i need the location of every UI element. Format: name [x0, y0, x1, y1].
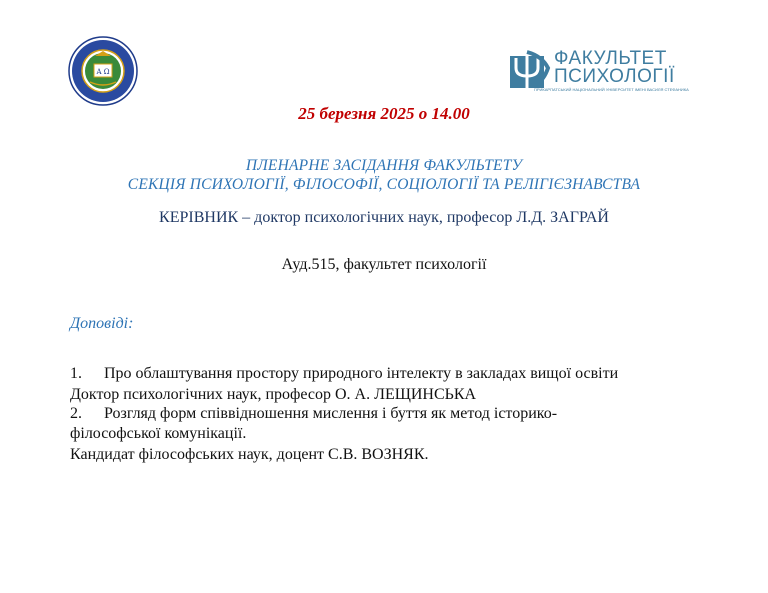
report-speaker-2: Кандидат філософських наук, доцент С.В. ВОЗНЯК.	[70, 446, 429, 463]
faculty-logo	[508, 48, 708, 98]
logo-line2: ПСИХОЛОГІЇ	[554, 66, 675, 87]
psi-letter-icon	[508, 48, 552, 90]
report-item-1	[70, 365, 618, 383]
report-item-2	[70, 405, 557, 423]
session-title-line2: СЕКЦІЯ ПСИХОЛОГІЇ, ФІЛОСОФІЇ, СОЦІОЛОГІЇ ТА РЕЛІГІЄЗНАВСТВА	[127, 176, 641, 193]
logo-line1: ФАКУЛЬТЕТ	[554, 48, 667, 69]
report-number: 2.	[70, 405, 82, 422]
logo-line3: ПРИКАРПАТСЬКИЙ НАЦІОНАЛЬНИЙ УНІВЕРСИТЕТ ІМЕНІ ВАСИЛЯ СТЕФАНИКА	[534, 87, 689, 92]
report-title-cont: філософської комунікації.	[70, 425, 247, 442]
report-title: Про облаштування простору природного інтелекту в закладах вищої освіти	[104, 365, 619, 382]
reports-heading: Доповіді:	[70, 315, 134, 332]
report-number: 1.	[70, 365, 82, 382]
session-leader: КЕРІВНИК – доктор психологічних наук, професор Л.Д. ЗАГРАЙ	[159, 209, 609, 226]
seal-letters: A Ω	[96, 68, 110, 76]
report-speaker-1: Доктор психологічних наук, професор О. А. ЛЕЩИНСЬКА	[70, 386, 477, 403]
session-title-line1: ПЛЕНАРНЕ ЗАСІДАННЯ ФАКУЛЬТЕТУ	[245, 157, 523, 174]
event-date: 25 березня 2025 о 14.00	[298, 104, 470, 123]
session-room: Ауд.515, факультет психології	[281, 256, 487, 273]
university-seal-icon	[68, 36, 138, 106]
report-title: Розгляд форм співвідношення мислення і буття як метод історико-	[104, 405, 558, 422]
